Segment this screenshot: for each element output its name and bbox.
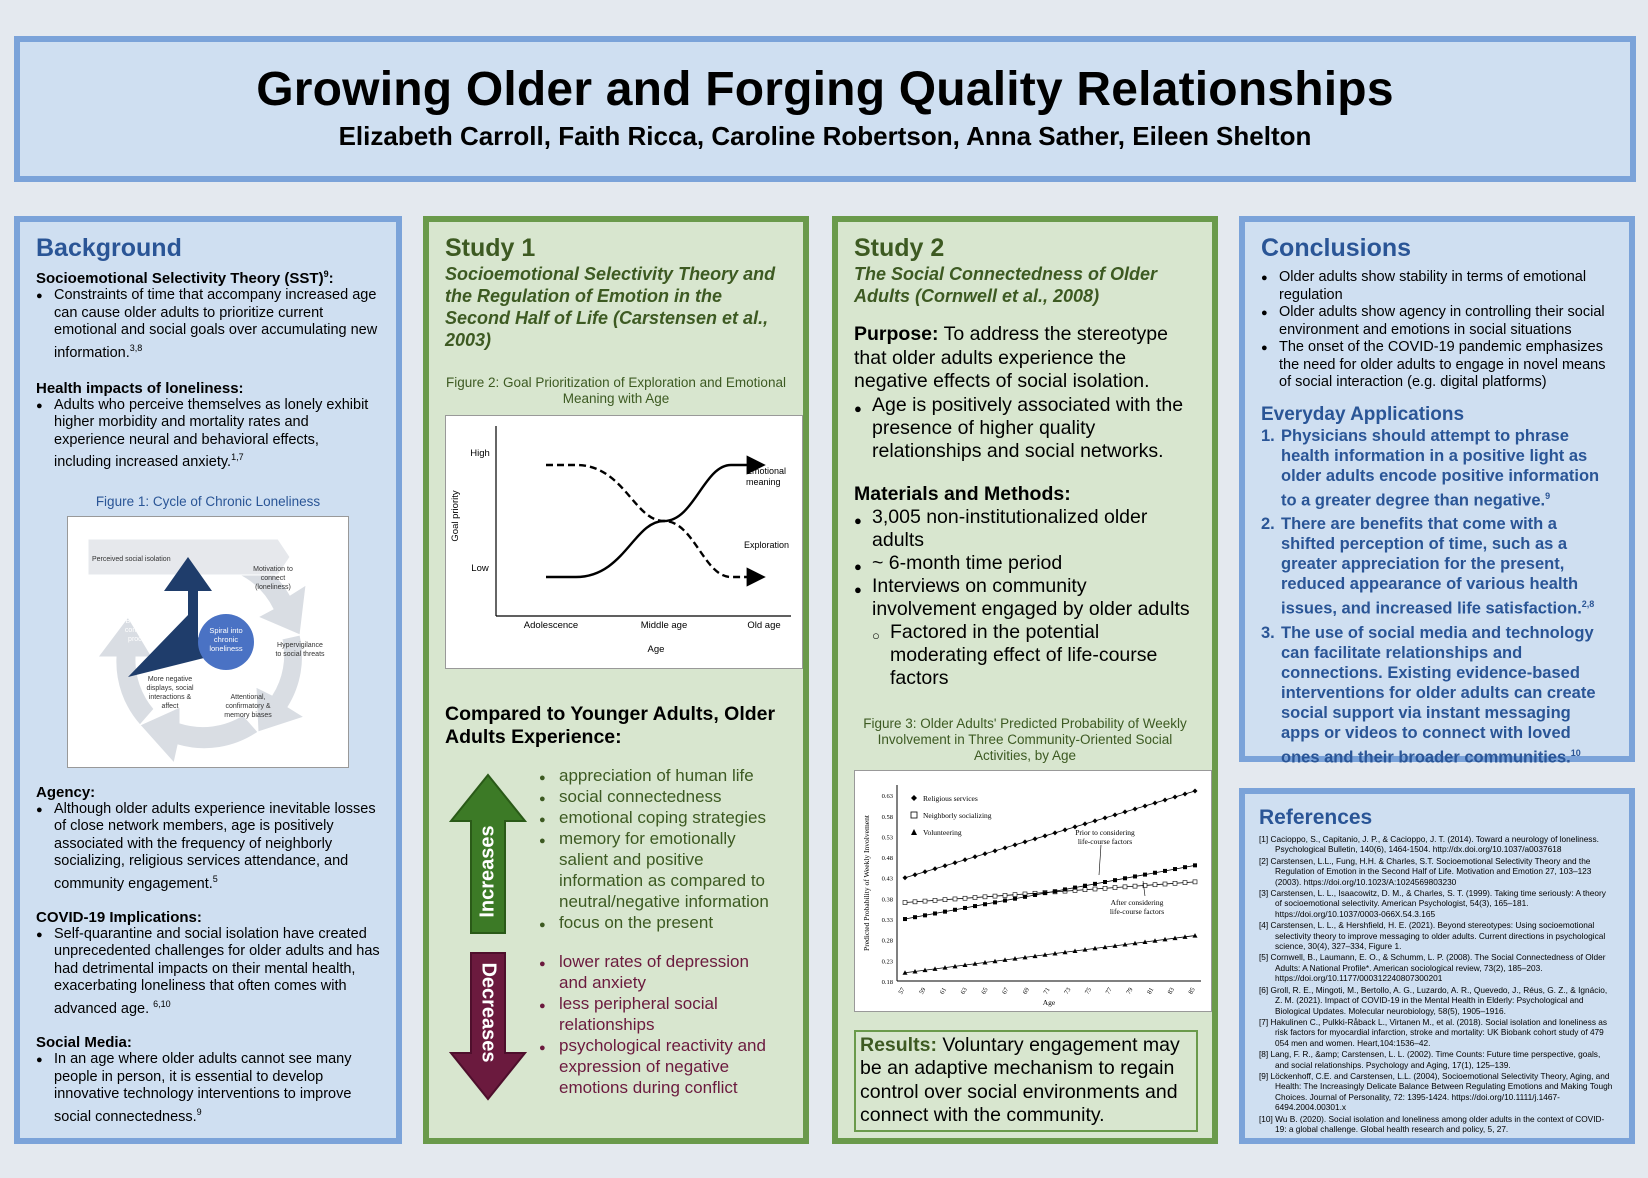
references-title: References <box>1259 806 1373 829</box>
conclusion-item: ● The onset of the COVID-19 pandemic emphasizes the need for older adults to engage in novel means of social interaction (e.g. digital platforms) <box>1261 339 1613 392</box>
applications-list <box>1261 426 1613 768</box>
fig3-ytick: 0.63 <box>881 792 893 800</box>
increase-item: ● social connectedness <box>539 786 769 807</box>
compared-heading: Compared to Younger Adults, Older Adults Experience: <box>445 703 776 748</box>
fig3-point <box>943 909 947 913</box>
sst-bullet: ● Constraints of time that accompany increased age can cause older adults to prioritize current emotional and social goals over accumulating new information.$^{3,8}$ <box>36 287 380 362</box>
method-item: ● ~ 6-month time period <box>854 552 1196 575</box>
figure1-diagram <box>67 516 349 768</box>
step-negative-displays: More negative displays, social interactions & affect <box>146 675 194 710</box>
fig2-series-exploration <box>546 465 761 577</box>
fig3-point <box>1053 830 1058 835</box>
figure3-caption: Figure 3: Older Adults' Predicted Probability of Weekly Involvement in Three Community-Oriented Social Activities, by Age <box>863 715 1187 763</box>
study1-title: Study 1 <box>445 234 536 262</box>
fig3-point <box>1003 898 1007 902</box>
step-perceived-isolation: Perceived social isolation <box>92 555 171 563</box>
fig3-ytick: 0.43 <box>881 875 893 883</box>
fig3-point <box>1103 880 1107 884</box>
loneliness-cycle-svg <box>68 517 348 767</box>
fig3-ytick: 0.58 <box>881 813 893 821</box>
poster-authors: Elizabeth Carroll, Faith Ricca, Caroline Robertson, Anna Sather, Eileen Shelton <box>338 121 1312 151</box>
fig3-annotation-after: After considering life-course factors <box>1109 897 1165 916</box>
fig3-ytick: 0.48 <box>881 854 893 862</box>
increase-item: ● memory for emotionally salient and positive information as compared to neutral/negative information <box>539 828 769 912</box>
fig3-point <box>913 872 918 877</box>
fig2-ytick-high: High <box>470 448 490 459</box>
background-title: Background <box>36 234 182 262</box>
step-behavioural: Behavioural confirmation processes <box>124 617 164 643</box>
references-list <box>1259 834 1615 1134</box>
fig3-point <box>1013 896 1017 900</box>
application-item: 1. Physicians should attempt to phrase health information in a positive light as older adults encode positive information to a greater degree than negative.$^9$ <box>1261 426 1600 509</box>
legend-square-icon <box>911 812 917 818</box>
fig3-point <box>1013 892 1017 896</box>
step-biases: Attentional, confirmatory & memory biases <box>224 693 272 719</box>
fig3-point <box>1103 886 1107 890</box>
fig3-xlabel: Age <box>1042 997 1056 1007</box>
study2-title: Study 2 <box>854 234 945 262</box>
reference-item: [5] Cornwell, B., Laumann, E. O., & Schumm, L. P. (2008). The Social Connectedness of Older Adults: A National Profile*. American sociological review, 73(2), 185–203. https://doi.org/10.1177/000312240807300201 <box>1259 952 1606 984</box>
sst-heading: Socioemotional Selectivity Theory (SST)$^9$: <box>36 269 334 287</box>
fig3-point <box>1153 870 1157 874</box>
reference-item: [9] Löckenhoff, C.E. and Carstensen, L.L. (2004), Socioemotional Selectivity Theory, Aging, and Health: The Increasingly Delicate Balance Between Regulating Emotions and Making Tough Choices. Journal of Personality, 72: 1395-1424. https://doi.org/10.1111/j.1467-6494.2004.00301.x <box>1259 1070 1613 1113</box>
figure3-chart <box>854 770 1212 1012</box>
fig3-legend-volunteering: Volunteering <box>923 827 962 837</box>
fig3-legend-neighborly: Neighborly socializing <box>923 810 992 820</box>
purpose-bullet: ● Age is positively associated with the presence of higher quality relationships and social networks. <box>854 394 1196 463</box>
fig3-ylabel: Predicted Probability of Weekly Involvement <box>862 814 871 951</box>
conclusion-item: ● Older adults show stability in terms of emotional regulation <box>1261 269 1613 304</box>
fig3-point <box>1043 891 1047 895</box>
fig3-point <box>1133 884 1137 888</box>
fig3-xtick: 83 <box>1166 986 1177 996</box>
study1-subtitle: Socioemotional Selectivity Theory and the Regulation of Emotion in the Second Half of Life (Carstensen et al., 2003) <box>445 264 776 350</box>
fig3-point <box>913 915 917 919</box>
fig3-point <box>933 911 937 915</box>
reference-item: [3] Carstensen, L. L., Isaacowitz, D. M., & Charles, S. T. (1999). Taking time seriously: A theory of socioemotional selectivity. American Psychologist, 54(3), 165–181. https://doi.org/10.1037/0003-066X.54.3.165 <box>1259 888 1606 919</box>
fig2-xtick-middle: Middle age <box>640 620 688 631</box>
fig3-point <box>1183 880 1187 884</box>
fig2-label-emotional-meaning: Emotional meaning <box>746 466 787 487</box>
fig3-xtick: 81 <box>1145 986 1156 996</box>
fig2-ytick-low: Low <box>471 563 489 574</box>
fig3-point <box>993 848 998 853</box>
fig3-point <box>1163 882 1167 886</box>
fig3-xtick: 77 <box>1104 986 1114 996</box>
fig3-point <box>1063 827 1068 832</box>
method-item: ● 3,005 non-institutionalized older adults <box>854 506 1196 552</box>
fig3-point <box>1013 842 1018 847</box>
social-media-bullet: ● In an age where older adults cannot see many people in person, it is essential to develop innovative technology interventions to improve social connectedness.$^9$ <box>36 1051 380 1126</box>
decrease-item: ● psychological reactivity and expression of negative emotions during conflict <box>539 1035 769 1098</box>
fig3-point <box>1153 882 1157 886</box>
figure1-caption: Figure 1: Cycle of Chronic Loneliness <box>95 493 321 509</box>
fig3-point <box>1123 884 1127 888</box>
fig3-point <box>943 863 948 868</box>
fig3-xtick: 75 <box>1083 986 1094 996</box>
increases-label: Increases <box>476 824 499 918</box>
fig3-point <box>1083 821 1088 826</box>
fig3-xtick: 59 <box>918 986 928 996</box>
fig3-point <box>1123 809 1128 814</box>
conclusions-title: Conclusions <box>1261 234 1412 262</box>
legend-diamond-icon <box>911 795 917 801</box>
application-item: 2. There are benefits that come with a shifted perception of time, such as a greater appreciation for the present, reduced appearance of various health issues, and increased life satisfaction.$^{2,8}$ <box>1261 515 1595 618</box>
fig3-xtick: 79 <box>1125 986 1135 996</box>
fig3-point <box>1033 892 1037 896</box>
fig3-point <box>983 902 987 906</box>
fig3-point <box>1153 800 1158 805</box>
fig3-point <box>1183 791 1188 796</box>
fig3-point <box>983 851 988 856</box>
fig3-point <box>1063 887 1067 891</box>
fig3-point <box>923 899 927 903</box>
fig3-point <box>1133 874 1137 878</box>
fig3-point <box>1093 818 1098 823</box>
reference-item: [1] Cacioppo, S., Capitanio, J. P., & Cacioppo, J. T. (2014). Toward a neurology of loneliness. Psychological Bulletin, 140(6), 1464-1504. http://dx.doi.org/10.1037/a0037618 <box>1259 834 1599 855</box>
study2-subtitle: The Social Connectedness of Older Adults (Cornwell et al., 2008) <box>854 264 1158 306</box>
fig3-point <box>903 917 907 921</box>
increase-item: ● focus on the present <box>539 912 769 933</box>
fig3-point <box>1113 812 1118 817</box>
fig3-point <box>1123 876 1127 880</box>
fig3-point <box>993 900 997 904</box>
fig3-point <box>1043 833 1048 838</box>
fig3-point <box>1193 879 1197 883</box>
fig3-point <box>1003 893 1007 897</box>
fig2-xtick-adolescence: Adolescence <box>523 620 579 631</box>
increase-item: ● emotional coping strategies <box>539 807 769 828</box>
agency-bullet: ● Although older adults experience inevitable losses of close network members, age is positively associated with the frequency of neighborly socializing, religious services attendance, and community engagement.$^5$ <box>36 801 380 893</box>
fig3-point <box>1193 788 1198 793</box>
fig3-point <box>1083 883 1087 887</box>
conclusions-panel <box>1239 216 1635 766</box>
increase-item: ● appreciation of human life <box>539 765 769 786</box>
fig3-point <box>913 899 917 903</box>
health-heading: Health impacts of loneliness: <box>36 379 244 397</box>
fig3-legend-religious: Religious services <box>923 793 978 803</box>
fig3-point <box>1183 865 1187 869</box>
fig3-point <box>1073 885 1077 889</box>
fig3-point <box>1143 872 1147 876</box>
fig3-ytick: 0.38 <box>881 895 893 903</box>
fig3-xtick: 85 <box>1187 986 1197 996</box>
fig3-series-line <box>905 935 1195 972</box>
fig3-point <box>1173 867 1177 871</box>
fig3-point <box>1093 881 1097 885</box>
study1-panel <box>423 216 809 1144</box>
fig3-xtick: 69 <box>1021 986 1032 996</box>
fig3-point <box>973 895 977 899</box>
background-panel <box>14 216 402 1144</box>
fig3-point <box>963 896 967 900</box>
fig3-point <box>953 860 958 865</box>
step-motivation: Motivation to connect (loneliness) <box>253 565 293 591</box>
fig3-point <box>953 896 957 900</box>
fig3-annotation-prior-pointer <box>1099 845 1101 875</box>
fig3-point <box>1173 881 1177 885</box>
reference-item: [7] Hakulinen C., Pulkki-Råback L., Virtanen M., et al. (2018). Social isolation and loneliness as risk factors for myocardial infarction, stroke and mortality: UK Biobank cohort study of 479 054 men and women. Heart,104:1536–42. <box>1259 1016 1608 1048</box>
fig3-point <box>933 866 938 871</box>
fig3-point <box>933 898 937 902</box>
goal-priority-chart <box>446 416 802 668</box>
fig3-point <box>1053 889 1057 893</box>
increase-decrease-block <box>445 761 787 1101</box>
conclusion-item: ● Older adults show agency in controlling their social environment and emotions in social situations <box>1261 304 1613 339</box>
reference-item: [10] Wu B. (2020). Social isolation and loneliness among older adults in the context of COVID-19: a global challenge. Global health research and policy, 5, 27. <box>1259 1113 1605 1134</box>
fig3-point <box>1093 886 1097 890</box>
conclusions-list <box>1261 269 1613 392</box>
results-text: Results: Voluntary engagement may be an adaptive mechanism to regain control over social environments and connect with the community. <box>860 1033 1180 1126</box>
legend-triangle-icon <box>911 829 917 835</box>
fig3-point <box>1033 836 1038 841</box>
fig3-annotation-prior: Prior to considering life-course factors <box>1075 827 1135 846</box>
agency-heading: Agency: <box>36 783 96 801</box>
fig3-point <box>1113 878 1117 882</box>
fig2-label-exploration: Exploration <box>744 540 790 550</box>
fig3-point <box>1103 815 1108 820</box>
fig3-point <box>953 907 957 911</box>
fig3-point <box>923 913 927 917</box>
covid-heading: COVID-19 Implications: <box>36 908 202 926</box>
fig3-xtick: 67 <box>1000 986 1011 996</box>
methods-heading: Materials and Methods: <box>854 482 1071 505</box>
decreases-list <box>539 951 769 1098</box>
fig2-xlabel: Age <box>647 644 665 655</box>
fig3-xtick: 63 <box>959 986 969 996</box>
application-item: 3. The use of social media and technology can facilitate relationships and connections. Existing evidence-based interventions for older adults can create social support via instant messaging apps or videos to connect with loved ones and their broader communities.$^{10}$ <box>1261 623 1596 766</box>
applications-title: Everyday Applications <box>1261 403 1465 425</box>
fig3-point <box>903 875 908 880</box>
step-hypervigilance: Hypervigilance to social threats <box>275 641 325 658</box>
reference-item: [4] Carstensen, L. L., & Hershfield, H. E. (2021). Beyond stereotypes: Using socioemotional selectivity theory to improve messaging to older adults. Current directions in psychological science, 30(4), 327–334, Figure 1. <box>1259 920 1606 952</box>
fig3-ytick: 0.33 <box>881 916 893 924</box>
fig2-series-emotional-meaning <box>546 465 761 577</box>
fig3-ytick: 0.18 <box>881 978 893 986</box>
method-item: ● Interviews on community involvement engaged by older adults <box>854 575 1196 621</box>
fig3-point <box>983 894 987 898</box>
fig3-xtick: 57 <box>897 986 907 996</box>
health-bullet: ● Adults who perceive themselves as lonely exhibit higher morbidity and mortality rates and experience neural and behavioral effects, including increased anxiety.$^{1,7}$ <box>36 397 380 472</box>
fig3-xtick: 65 <box>980 986 990 996</box>
decreases-label: Decreases <box>477 961 500 1063</box>
fig3-point <box>993 894 997 898</box>
fig3-point <box>1003 845 1008 850</box>
poster-header <box>14 36 1636 182</box>
fig3-point <box>923 869 928 874</box>
fig3-ytick: 0.28 <box>881 937 893 945</box>
results-box <box>854 1030 1198 1132</box>
fig3-point <box>973 854 978 859</box>
fig3-point <box>1083 887 1087 891</box>
decrease-item: ● lower rates of depression and anxiety <box>539 951 769 993</box>
fig3-point <box>1023 839 1028 844</box>
method-subitem: ○ Factored in the potential moderating effect of life-course factors <box>854 621 1196 690</box>
increases-list <box>539 765 769 933</box>
study2-panel <box>832 216 1218 1144</box>
poster-title: Growing Older and Forging Quality Relationships <box>256 63 1394 116</box>
fig3-ytick: 0.53 <box>881 833 893 841</box>
fig3-point <box>1163 868 1167 872</box>
fig3-ytick: 0.23 <box>881 957 893 965</box>
fig3-xtick: 71 <box>1042 986 1052 996</box>
fig3-point <box>1163 797 1168 802</box>
fig2-ylabel: Goal priority <box>450 490 461 542</box>
figure2-caption: Figure 2: Goal Prioritization of Exploration and Emotional Meaning with Age <box>446 375 786 406</box>
decrease-item: ● less peripheral social relationships <box>539 993 769 1035</box>
fig3-point <box>903 900 907 904</box>
fig3-point <box>1133 806 1138 811</box>
fig3-point <box>1113 885 1117 889</box>
fig3-xtick: 73 <box>1063 986 1073 996</box>
purpose-text: Purpose: To address the stereotype that older adults experience the negative effects of social isolation. <box>854 323 1168 392</box>
fig2-xtick-old: Old age <box>747 620 781 631</box>
covid-bullet: ● Self-quarantine and social isolation have created unprecedented challenges for older adults and has had detrimental impacts on their mental health, exacerbating loneliness that often comes with advanced age. $^{6,10}$ <box>36 926 380 1018</box>
fig3-xtick: 61 <box>938 986 949 996</box>
fig3-point <box>1193 863 1197 867</box>
fig3-point <box>1143 803 1148 808</box>
fig3-point <box>963 905 967 909</box>
references-panel <box>1239 788 1635 1144</box>
reference-item: [2] Carstensen, L.L., Fung, H.H. & Charles, S.T. Socioemotional Selectivity Theory and the Regulation of Emotion in the Second Half of Life. Motivation and Emotion 27, 103–123 (2003). https://doi.org/10.1023/A:1024569803230 <box>1259 855 1592 887</box>
fig3-point <box>963 857 968 862</box>
methods-list <box>854 506 1196 690</box>
social-media-heading: Social Media: <box>36 1034 132 1052</box>
fig3-point <box>1023 894 1027 898</box>
center-label: Spiral into chronic loneliness <box>209 625 243 653</box>
fig3-point <box>973 904 977 908</box>
fig3-point <box>1193 933 1198 938</box>
fig3-point <box>943 897 947 901</box>
reference-item: [6] Groll, R. E., Mingoti, M., Bertollo, A. G., Luzardo, A. R., Quevedo, J., Réus, G. Z., & Ignácio, Z. M. (2021). Impact of COVID-19 in the Mental Health in Elderly: Psychological and Biological Updates. Molecular neurobiology, 58(5), 1905–1916. <box>1259 984 1608 1016</box>
reference-item: [8] Lang, F. R., &amp; Carstensen, L. L. (2002). Time Counts: Future time perspective, goals, and social relationships. Psychology and Aging, 17(1), 125–139. <box>1259 1049 1601 1070</box>
involvement-probability-chart <box>855 771 1211 1011</box>
figure2-chart <box>445 415 803 669</box>
fig3-point <box>1173 794 1178 799</box>
